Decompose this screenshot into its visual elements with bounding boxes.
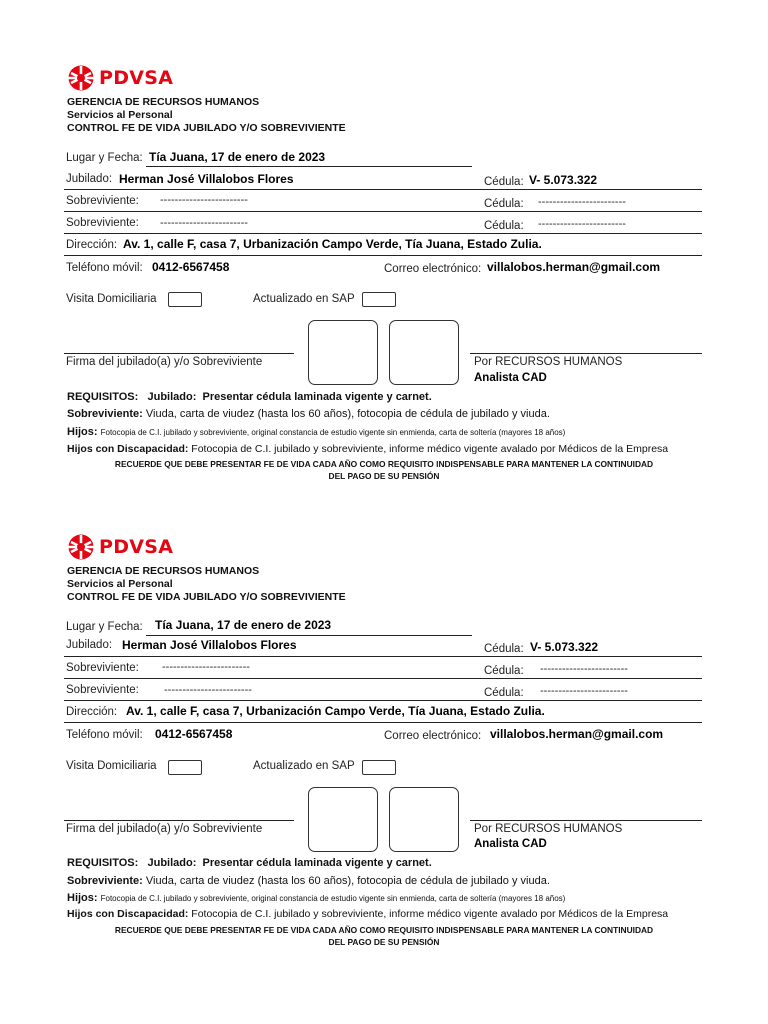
row-line-jubilado [64,189,702,190]
requisitos-hijos-title: Hijos: [67,426,98,438]
direccion-label: Dirección: [66,239,118,251]
rrhh-line [470,820,702,821]
sobreviviente-2-label: Sobreviviente: [66,217,139,229]
telefono-label: Teléfono móvil: [66,262,143,274]
requisitos-jubilado [67,857,432,869]
requisitos-hijos-text: Fotocopia de C.I. jubilado y sobreviviente, original constancia de estudio vigente sin enmienda, carta de soltería (mayores 18 años) [100,894,566,903]
telefono-label: Teléfono móvil: [66,729,143,741]
photo-box-right [389,320,459,385]
cedula-sobreviviente-1-value[interactable]: ------------------------ [540,663,628,675]
fe-de-vida-form-2 [0,531,768,971]
lugar-fecha-label: Lugar y Fecha: [66,621,143,633]
brand-name: PDVSA [99,536,174,558]
requisitos-discapacidad [67,908,668,920]
fe-de-vida-form-1 [0,62,768,502]
requisitos-hijos-title: Hijos: [67,892,98,904]
actualizado-sap-checkbox[interactable] [362,760,396,775]
row-line-sobreviviente-2 [64,700,702,701]
firma-line [64,820,294,821]
pdvsa-sun-logo-icon [66,65,96,91]
analista-label: Analista CAD [474,372,547,384]
jubilado-value[interactable]: Herman José Villalobos Flores [122,638,297,652]
cedula-sobreviviente-2-value[interactable]: ------------------------ [538,218,626,230]
requisitos-hijos [67,426,565,438]
requisitos-disc-text: Fotocopia de C.I. jubilado y sobreviviente, informe médico vigente avalado por Médicos de la Empresa [191,443,669,455]
cedula-sobreviviente-1-value[interactable]: ------------------------ [538,196,626,208]
cedula-label: Cédula: [484,643,524,655]
header-gerencia: GERENCIA DE RECURSOS HUMANOS [67,565,260,577]
rrhh-label: Por RECURSOS HUMANOS [474,823,623,835]
header-servicios: Servicios al Personal [67,578,173,590]
lugar-fecha-value[interactable]: Tía Juana, 17 de enero de 2023 [155,618,332,632]
row-line-direccion [64,255,702,256]
photo-box-left [308,320,378,385]
requisitos-title: REQUISITOS: [67,857,139,869]
notice-line-1: RECUERDE QUE DEBE PRESENTAR FE DE VIDA CADA AÑO COMO REQUISITO INDISPENSABLE PARA MANTENER LA CONTINUIDAD [114,459,654,469]
row-line-sobreviviente-1 [64,678,702,679]
firma-label: Firma del jubilado(a) y/o Sobreviviente [66,356,263,368]
correo-label: Correo electrónico: [384,730,482,742]
visita-domiciliaria-checkbox[interactable] [168,292,202,307]
requisitos-title: REQUISITOS: [67,391,139,403]
requisitos-disc-title: Hijos con Discapacidad: [67,443,189,455]
sobreviviente-1-label: Sobreviviente: [66,195,139,207]
sobreviviente-1-value[interactable]: ------------------------ [162,661,250,673]
cedula-sobreviviente-2-label: Cédula: [484,687,524,699]
brand-name: PDVSA [99,67,174,89]
firma-line [64,353,294,354]
direccion-value[interactable]: Av. 1, calle F, casa 7, Urbanización Campo Verde, Tía Juana, Estado Zulia. [123,237,542,251]
requisitos-disc-text: Fotocopia de C.I. jubilado y sobreviviente, informe médico vigente avalado por Médicos de la Empresa [191,908,669,920]
sobreviviente-2-label: Sobreviviente: [66,684,139,696]
actualizado-sap-label: Actualizado en SAP [253,293,355,305]
header-gerencia: GERENCIA DE RECURSOS HUMANOS [67,96,260,108]
header-control: CONTROL FE DE VIDA JUBILADO Y/O SOBREVIVIENTE [67,122,346,134]
sobreviviente-1-label: Sobreviviente: [66,662,139,674]
row-line-sobreviviente-1 [64,211,702,212]
requisitos-jubilado-text: Presentar cédula laminada vigente y carnet. [202,857,432,869]
lugar-fecha-value[interactable]: Tía Juana, 17 de enero de 2023 [149,150,326,164]
header-servicios: Servicios al Personal [67,109,173,121]
telefono-value[interactable]: 0412-6567458 [152,260,230,274]
lugar-fecha-underline [146,166,472,167]
cedula-label: Cédula: [484,176,524,188]
notice-line-2: DEL PAGO DE SU PENSIÓN [328,471,440,481]
sobreviviente-2-value[interactable]: ------------------------ [164,684,252,696]
cedula-value[interactable]: V- 5.073.322 [529,173,598,187]
visita-domiciliaria-label: Visita Domiciliaria [66,293,157,305]
direccion-value[interactable]: Av. 1, calle F, casa 7, Urbanización Campo Verde, Tía Juana, Estado Zulia. [126,704,545,718]
actualizado-sap-checkbox[interactable] [362,292,396,307]
requisitos-sobreviviente [67,875,550,887]
pdvsa-sun-logo-icon [66,534,96,560]
lugar-fecha-label: Lugar y Fecha: [66,152,143,164]
row-line-direccion [64,722,702,723]
requisitos-discapacidad [67,443,668,455]
jubilado-label: Jubilado: [66,639,113,651]
row-line-sobreviviente-2 [64,233,702,234]
rrhh-label: Por RECURSOS HUMANOS [474,356,623,368]
requisitos-sobrev-title: Sobreviviente: [67,408,143,420]
actualizado-sap-label: Actualizado en SAP [253,760,355,772]
visita-domiciliaria-checkbox[interactable] [168,760,202,775]
direccion-label: Dirección: [66,706,118,718]
jubilado-value[interactable]: Herman José Villalobos Flores [119,172,294,186]
requisitos-jubilado-text: Presentar cédula laminada vigente y carnet. [202,391,432,403]
requisitos-sobreviviente [67,408,550,420]
telefono-value[interactable]: 0412-6567458 [155,727,233,741]
notice-line-1: RECUERDE QUE DEBE PRESENTAR FE DE VIDA CADA AÑO COMO REQUISITO INDISPENSABLE PARA MANTENER LA CONTINUIDAD [114,925,654,935]
correo-value[interactable]: villalobos.herman@gmail.com [490,727,664,741]
analista-label: Analista CAD [474,838,547,850]
requisitos-jubilado-title: Jubilado: [147,391,197,403]
requisitos-sobrev-text: Viuda, carta de viudez (hasta los 60 años), fotocopia de cédula de jubilado y viuda. [145,408,550,420]
sobreviviente-2-value[interactable]: ------------------------ [160,217,248,229]
lugar-fecha-underline [146,635,472,636]
requisitos-sobrev-text: Viuda, carta de viudez (hasta los 60 años), fotocopia de cédula de jubilado y viuda. [145,875,550,887]
requisitos-hijos [67,892,565,904]
photo-box-right [389,787,459,852]
requisitos-hijos-text: Fotocopia de C.I. jubilado y sobreviviente, original constancia de estudio vigente sin enmienda, carta de soltería (mayores 18 años) [100,428,566,437]
notice-line-2: DEL PAGO DE SU PENSIÓN [328,937,440,947]
sobreviviente-1-value[interactable]: ------------------------ [160,194,248,206]
requisitos-jubilado-title: Jubilado: [147,857,197,869]
cedula-sobreviviente-2-label: Cédula: [484,220,524,232]
cedula-value[interactable]: V- 5.073.322 [530,640,599,654]
cedula-sobreviviente-1-label: Cédula: [484,198,524,210]
firma-label: Firma del jubilado(a) y/o Sobreviviente [66,823,263,835]
correo-value[interactable]: villalobos.herman@gmail.com [487,260,661,274]
jubilado-label: Jubilado: [66,173,113,185]
cedula-sobreviviente-2-value[interactable]: ------------------------ [540,685,628,697]
requisitos-disc-title: Hijos con Discapacidad: [67,908,189,920]
rrhh-line [470,353,702,354]
correo-label: Correo electrónico: [384,263,482,275]
visita-domiciliaria-label: Visita Domiciliaria [66,760,157,772]
requisitos-jubilado [67,391,432,403]
row-line-jubilado [64,656,702,657]
photo-box-left [308,787,378,852]
header-control: CONTROL FE DE VIDA JUBILADO Y/O SOBREVIVIENTE [67,591,346,603]
requisitos-sobrev-title: Sobreviviente: [67,875,143,887]
cedula-sobreviviente-1-label: Cédula: [484,665,524,677]
